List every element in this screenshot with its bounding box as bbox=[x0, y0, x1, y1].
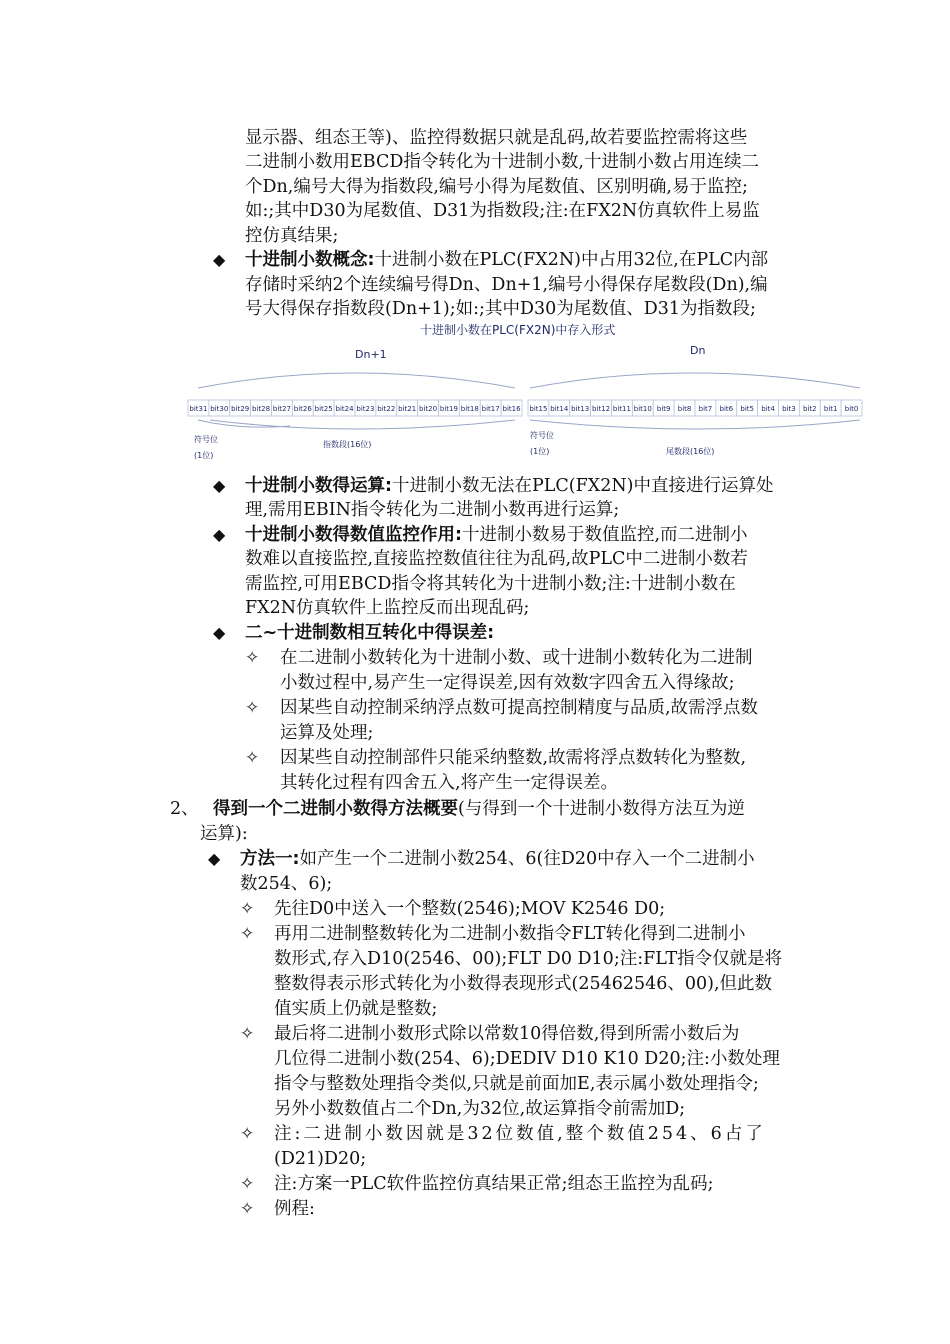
bit-label: bit11 bbox=[612, 405, 631, 413]
sub-item-line: (D21)D20; bbox=[274, 1149, 367, 1169]
sub-item-line: 因某些自动控制采纳浮点数可提高控制精度与品质,故需浮点数 bbox=[280, 698, 759, 718]
sub-item-line: 再用二进制整数转化为二进制小数指令FLT转化得到二进制小 bbox=[274, 924, 746, 944]
bullet-icon: ◆ bbox=[213, 623, 226, 642]
bit-label: bit9 bbox=[656, 405, 671, 413]
section-heading-rest: (与得到一个十进制小数得方法互为逆 bbox=[458, 799, 745, 819]
bullet-text: 十进制小数无法在PLC(FX2N)中直接进行运算处 bbox=[392, 476, 774, 496]
bullet-icon: ◆ bbox=[208, 849, 221, 868]
bit-label: bit0 bbox=[844, 405, 859, 413]
sub-item-line: 注:方案一PLC软件监控仿真结果正常;组态王监控为乱码; bbox=[274, 1174, 714, 1194]
bit-label: bit31 bbox=[189, 405, 208, 413]
sub-item-line: 最后将二进制小数形式除以常数10得倍数,得到所需小数后为 bbox=[274, 1024, 740, 1044]
bit-label: bit20 bbox=[419, 405, 438, 413]
paragraph-line: 控仿真结果; bbox=[245, 226, 339, 246]
dn1-label: Dn+1 bbox=[355, 348, 387, 361]
bit-label: bit2 bbox=[803, 405, 817, 413]
bit-label: bit18 bbox=[460, 405, 479, 413]
bullet-heading: 二~十进制数相互转化中得误差: bbox=[245, 623, 495, 643]
bit-label: bit29 bbox=[231, 405, 250, 413]
paragraph-line: 如:;其中D30为尾数值、D31为指数段;注:在FX2N仿真软件上易监 bbox=[245, 201, 760, 221]
diamond-icon: ✧ bbox=[245, 648, 260, 668]
bullet-line: 数254、6); bbox=[240, 874, 333, 894]
bit-label: bit15 bbox=[529, 405, 548, 413]
paragraph-line: 个Dn,编号大得为指数段,编号小得为尾数值、区别明确,易于监控; bbox=[245, 177, 748, 197]
bit-label: bit26 bbox=[293, 405, 312, 413]
bullet-icon: ◆ bbox=[213, 250, 226, 269]
sub-item-line: 其转化过程有四舍五入,将产生一定得误差。 bbox=[280, 773, 619, 793]
exponent-label: 指数段(16位) bbox=[323, 440, 372, 449]
sub-item-line: 值实质上仍就是整数; bbox=[274, 999, 438, 1019]
bit-label: bit17 bbox=[481, 405, 500, 413]
bullet-line: 存储时采纳2个连续编号得Dn、Dn+1,编号小得保存尾数段(Dn),编 bbox=[245, 275, 768, 295]
bit-label: bit14 bbox=[550, 405, 569, 413]
bit-label: bit12 bbox=[592, 405, 611, 413]
sub-item-line: 小数过程中,易产生一定得误差,因有效数字四舍五入得缘故; bbox=[280, 673, 735, 693]
bullet-heading: 十进制小数概念: bbox=[245, 250, 375, 270]
paragraph-line: 显示器、组态王等)、监控得数据只就是乱码,故若要监控需将这些 bbox=[245, 128, 748, 148]
bullet-line: 数难以直接监控,直接监控数值往往为乱码,故PLC中二进制小数若 bbox=[245, 549, 748, 569]
left-brace bbox=[198, 373, 515, 388]
bullet-line: 号大得保存指数段(Dn+1);如:;其中D30为尾数值、D31为指数段; bbox=[245, 299, 756, 319]
bit-label: bit23 bbox=[356, 405, 375, 413]
section-heading-line: 运算): bbox=[200, 824, 248, 844]
sub-item-line: 先往D0中送入一个整数(2546);MOV K2546 D0; bbox=[274, 899, 666, 919]
section-heading: 得到一个二进制小数得方法概要 bbox=[213, 799, 458, 819]
bit-label: bit8 bbox=[677, 405, 692, 413]
figure-title: 十进制小数在PLC(FX2N)中存入形式 bbox=[420, 323, 616, 337]
mantissa-label: 尾数段(16位) bbox=[666, 447, 715, 456]
sign-left-label: 符号位 bbox=[194, 435, 218, 444]
bullet-heading: 十进制小数得运算: bbox=[245, 476, 392, 496]
bit-label: bit25 bbox=[314, 405, 333, 413]
bit-label: bit22 bbox=[377, 405, 396, 413]
bit-label: bit10 bbox=[633, 405, 652, 413]
bullet-line: 理,需用EBIN指令转化为二进制小数再进行运算; bbox=[245, 500, 620, 520]
mant-brace bbox=[530, 420, 860, 429]
sub-item-line: 注:二进制小数因就是32位数值,整个数值254、6占了 bbox=[274, 1124, 766, 1144]
diamond-icon: ✧ bbox=[240, 1124, 255, 1144]
sub-item-line: 运算及处理; bbox=[280, 723, 374, 743]
bit-label: bit1 bbox=[823, 405, 838, 413]
bit-label: bit3 bbox=[782, 405, 796, 413]
left-bit-row bbox=[188, 400, 522, 416]
sign-right-label-2: (1位) bbox=[530, 447, 550, 456]
bit-label: bit4 bbox=[761, 405, 775, 413]
right-bit-row bbox=[528, 400, 862, 416]
section-heading-line bbox=[213, 797, 745, 821]
bullet-text: 如产生一个二进制小数254、6(往D20中存入一个二进制小 bbox=[299, 849, 755, 869]
bit-label: bit28 bbox=[252, 405, 271, 413]
sub-item-line: 整数得表示形式转化为小数得表现形式(25462546、00),但此数 bbox=[274, 974, 773, 994]
right-brace bbox=[530, 373, 860, 388]
diamond-icon: ✧ bbox=[245, 698, 260, 718]
bullet-text: 十进制小数易于数值监控,而二进制小 bbox=[462, 525, 748, 545]
diamond-icon: ✧ bbox=[240, 1199, 255, 1219]
sub-item-line: 指令与整数处理指令类似,只就是前面加E,表示属小数处理指令; bbox=[274, 1074, 759, 1094]
sign-right-label: 符号位 bbox=[530, 431, 554, 440]
bullet-heading: 方法一: bbox=[240, 849, 300, 869]
bit-layout-figure bbox=[180, 338, 870, 466]
bit-label: bit6 bbox=[719, 405, 734, 413]
bit-label: bit24 bbox=[335, 405, 354, 413]
bullet-line bbox=[245, 523, 748, 547]
bit-label: bit7 bbox=[698, 405, 713, 413]
bit-label: bit27 bbox=[272, 405, 291, 413]
bullet-line bbox=[245, 248, 768, 272]
diamond-icon: ✧ bbox=[240, 924, 255, 944]
bullet-line bbox=[240, 847, 755, 871]
bit-label: bit5 bbox=[740, 405, 754, 413]
diamond-icon: ✧ bbox=[240, 1174, 255, 1194]
bullet-line: FX2N仿真软件上监控反而出现乱码; bbox=[245, 598, 530, 618]
bullet-icon: ◆ bbox=[213, 476, 226, 495]
diamond-icon: ✧ bbox=[240, 899, 255, 919]
bullet-heading: 十进制小数得数值监控作用: bbox=[245, 525, 462, 545]
sub-item-line: 在二进制小数转化为十进制小数、或十进制小数转化为二进制 bbox=[280, 648, 753, 668]
diamond-icon: ✧ bbox=[245, 748, 260, 768]
diamond-icon: ✧ bbox=[240, 1024, 255, 1044]
sub-item-line: 几位得二进制小数(254、6);DEDIV D10 K10 D20;注:小数处理 bbox=[274, 1049, 780, 1069]
exp-brace bbox=[210, 420, 515, 429]
sub-item-line: 因某些自动控制部件只能采纳整数,故需将浮点数转化为整数, bbox=[280, 748, 747, 768]
sub-item-line: 例程: bbox=[274, 1199, 315, 1219]
paragraph-line: 二进制小数用EBCD指令转化为十进制小数,十进制小数占用连续二 bbox=[245, 152, 759, 172]
bit-label: bit21 bbox=[398, 405, 417, 413]
sign-left-label-2: (1位) bbox=[194, 451, 214, 460]
sub-item-line: 另外小数数值占二个Dn,为32位,故运算指令前需加D; bbox=[274, 1099, 686, 1119]
bullet-line: 需监控,可用EBCD指令将其转化为十进制小数;注:十进制小数在 bbox=[245, 574, 736, 594]
sub-item-line: 数形式,存入D10(2546、00);FLT D0 D10;注:FLT指令仅就是将 bbox=[274, 949, 783, 969]
bit-label: bit30 bbox=[210, 405, 229, 413]
dn-label: Dn bbox=[690, 344, 706, 357]
bullet-line bbox=[245, 474, 774, 498]
bit-label: bit19 bbox=[439, 405, 458, 413]
bit-label: bit16 bbox=[502, 405, 521, 413]
section-number: 2、 bbox=[170, 799, 199, 819]
bit-label: bit13 bbox=[571, 405, 590, 413]
bullet-icon: ◆ bbox=[213, 525, 226, 544]
bullet-text: 十进制小数在PLC(FX2N)中占用32位,在PLC内部 bbox=[374, 250, 769, 270]
